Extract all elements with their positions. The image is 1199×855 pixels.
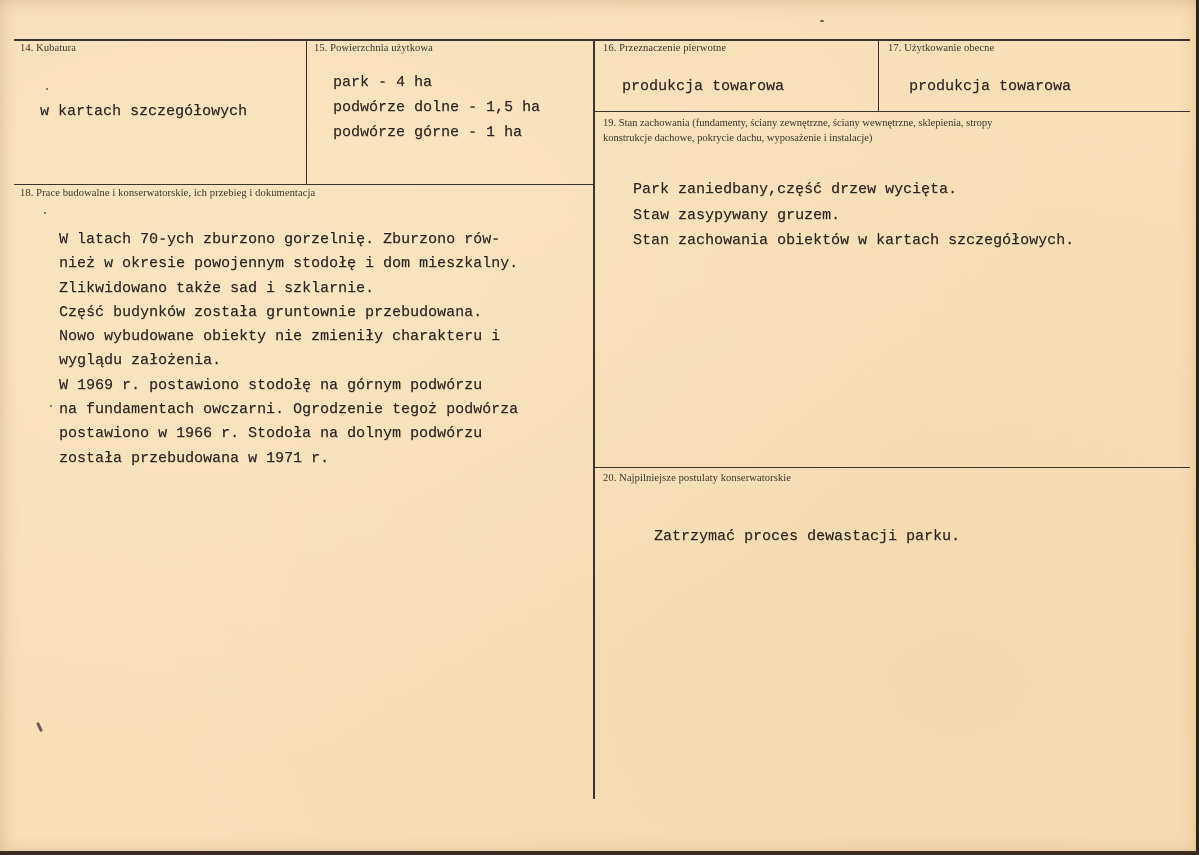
field-19-label [603, 116, 1183, 146]
field-14-label: 14. Kubatura [20, 43, 77, 54]
text-line: wyglądu założenia. [59, 352, 222, 370]
field-20-value: Zatrzymać proces dewastacji parku. [654, 528, 961, 545]
paper-speck [820, 20, 824, 22]
divider-left-right [593, 41, 595, 799]
paper-speck [50, 405, 52, 407]
field-15-label: 15. Powierzchnia użytkowa [314, 43, 433, 54]
area-line: park - 4 ha [333, 74, 433, 91]
text-line: na fundamentach owczarni. Ogrodzenie tegoż podwórza [59, 401, 519, 419]
field-18-label: 18. Prace budowalne i konserwatorskie, ich przebieg i dokumentacja [20, 188, 316, 199]
field-15-value [333, 70, 540, 145]
rule-right-top [595, 111, 1190, 112]
text-line: nież w okresie powojennym stodołę i dom mieszkalny. [59, 255, 519, 273]
rule-right-mid [595, 467, 1190, 468]
area-line: podwórze dolne - 1,5 ha [333, 99, 541, 116]
divider-16-17 [878, 41, 879, 111]
divider-14-15 [306, 41, 307, 184]
area-line: podwórze górne - 1 ha [333, 124, 523, 141]
rule-left-mid [14, 184, 593, 185]
paper-speck [44, 212, 46, 214]
field-14-value: w kartach szczegółowych [40, 103, 248, 120]
field-19-label-line: konstrukcje dachowe, pokrycie dachu, wyposażenie i instalacje) [603, 133, 873, 144]
text-line: Staw zasypywany gruzem. [633, 206, 841, 224]
field-16-value: produkcja towarowa [622, 78, 785, 95]
text-line: Park zaniedbany,część drzew wycięta. [633, 181, 958, 198]
text-line: W latach 70-ych zburzono gorzelnię. Zburzono rów- [59, 231, 501, 248]
text-line: W 1969 r. postawiono stodołę na górnym podwórzu [59, 376, 483, 394]
paper-speck [46, 88, 48, 90]
text-line: została przebudowana w 1971 r. [59, 449, 330, 467]
card-bottom-edge [0, 851, 1199, 855]
top-rule [14, 39, 1190, 41]
field-20-label: 20. Najpilniejsze postulaty konserwatorskie [603, 473, 792, 484]
field-17-label: 17. Użytkowanie obecne [888, 43, 995, 54]
field-19-label-line: 19. Stan zachowania (fundamenty, ściany zewnętrzne, ściany wewnętrzne, sklepienia, stropy [603, 118, 993, 129]
paper-speck [36, 722, 43, 732]
text-line: Zlikwidowano także sad i szklarnie. [59, 279, 375, 297]
text-line: Nowo wybudowane obiekty nie zmieniły charakteru i [59, 328, 501, 346]
field-16-label: 16. Przeznaczenie pierwotne [603, 43, 727, 54]
field-18-value [59, 228, 518, 471]
field-17-value: produkcja towarowa [909, 78, 1072, 95]
text-line: Część budynków została gruntownie przebudowana. [59, 303, 483, 321]
field-19-value [633, 177, 1074, 254]
text-line: postawiono w 1966 r. Stodoła na dolnym podwórzu [59, 425, 483, 443]
text-line: Stan zachowania obiektów w kartach szczegółowych. [633, 232, 1075, 249]
